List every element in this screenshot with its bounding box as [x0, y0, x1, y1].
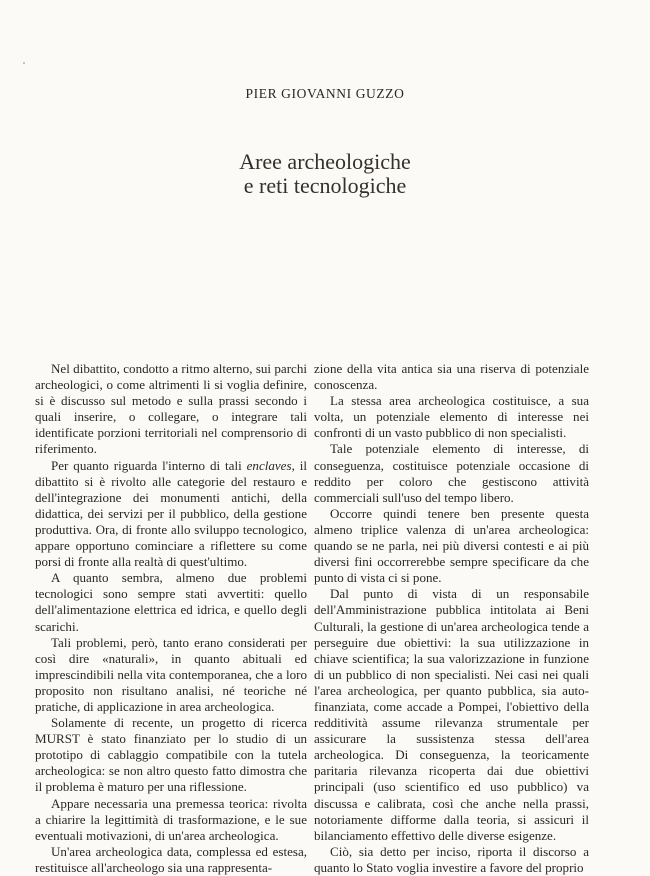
- paragraph: A quanto sembra, almeno due problemi tecnologici sono sempre stati avvertiti: quello dell'alimentazione elettrica ed idrica, e quello degli scarichi.: [35, 570, 307, 634]
- paragraph: Per quanto riguarda l'interno di tali enclaves, il dibattito si è rivolto alle categorie del restauro e dell'integrazione dei monumenti antichi, della didattica, dei servizi per il pubblico, della gestione produttiva. Ora, di fronte allo sviluppo tecnologico, appare opportuno cominciare a riflettere su come porsi di fronte alla realtà di quest'ultimo.: [35, 457, 307, 570]
- paragraph: Tali problemi, però, tanto erano considerati per così dire «naturali», in quanto abituali ed imprescindibili nella vita contemporanea, che a loro proposito non risultano analisi, né teoriche né pratiche, di applicazione in area archeologica.: [35, 634, 307, 714]
- left-text-column: [35, 361, 307, 876]
- article-title-line-2: e reti tecnologiche: [243, 173, 407, 198]
- paragraph: Occorre quindi tenere ben presente questa almeno triplice valenza di un'area archeologica: quando se ne parla, nei più diversi contesti e ai più diversi fini occorrerebbe sempre specificare da che punto di vista ci si pone.: [314, 505, 589, 586]
- paragraph: Ciò, sia detto per inciso, riporta il discorso a quanto lo Stato voglia investire a favore del proprio: [314, 843, 589, 875]
- paragraph: Un'area archeologica data, complessa ed estesa, restituisce all'archeologo sia una rappresenta-: [35, 843, 307, 875]
- author-name: PIER GIOVANNI GUZZO: [245, 86, 405, 101]
- paragraph-continued: zione della vita antica sia una riserva di potenziale conoscenza.: [314, 361, 589, 393]
- paragraph: La stessa area archeologica costituisce, a sua volta, un potenziale elemento di interesse nei confronti di un vasto pubblico di non specialisti.: [314, 393, 589, 441]
- paragraph: Nel dibattito, condotto a ritmo alterno, sui parchi archeologici, o come altrimenti li si voglia definire, si è discusso sul metodo e sulla prassi secondo i quali inserire, o collegare, o integrare tali identificate porzioni territoriali nel comprensorio di riferimento.: [35, 361, 307, 457]
- paragraph: Appare necessaria una premessa teorica: rivolta a chiarire la legittimità di trasformazione, e le sue eventuali motivazioni, di un'area archeologica.: [35, 795, 307, 843]
- scan-speck: [23, 62, 25, 64]
- italic-term: enclaves: [246, 457, 292, 473]
- paragraph: Solamente di recente, un progetto di ricerca MURST è stato finanziato per lo studio di un prototipo di cablaggio compatibile con la tutela archeologica: se non altro questo fatto dimostra che il problema è maturo per una riflessione.: [35, 715, 307, 795]
- right-text-column: [314, 361, 589, 876]
- article-title-line-1: Aree archeologiche: [239, 149, 411, 174]
- paragraph: Dal punto di vista di un responsabile dell'Amministrazione pubblica intitolata ai Beni Culturali, la gestione di un'area archeologica tende a perseguire due obiettivi: la sua utilizzazione in chiave scientifica; la sua valorizzazione in funzione di un pubblico di non specialisti. Nei casi nei quali l'area archeologica, per quanto pubblica, sia auto-finanziata, come accade a Pompei, l'obiettivo della redditività assume rilevanza strumentale per assicurare la sussistenza stessa dell'area archeologica. Di conseguenza, la teoricamente paritaria rilevanza ricoperta dai due obiettivi principali (uso scientifico ed uso pubblico) va discussa e calibrata, così che anche nella prassi, notoriamente difforme dalla teoria, si assicuri il bilanciamento effettivo delle diverse esigenze.: [314, 586, 589, 843]
- paragraph: Tale potenziale elemento di interesse, di conseguenza, costituisce potenziale occasione di reddito per coloro che gestiscono attività commerciali sull'uso del tempo libero.: [314, 441, 589, 505]
- article-title: [0, 150, 650, 198]
